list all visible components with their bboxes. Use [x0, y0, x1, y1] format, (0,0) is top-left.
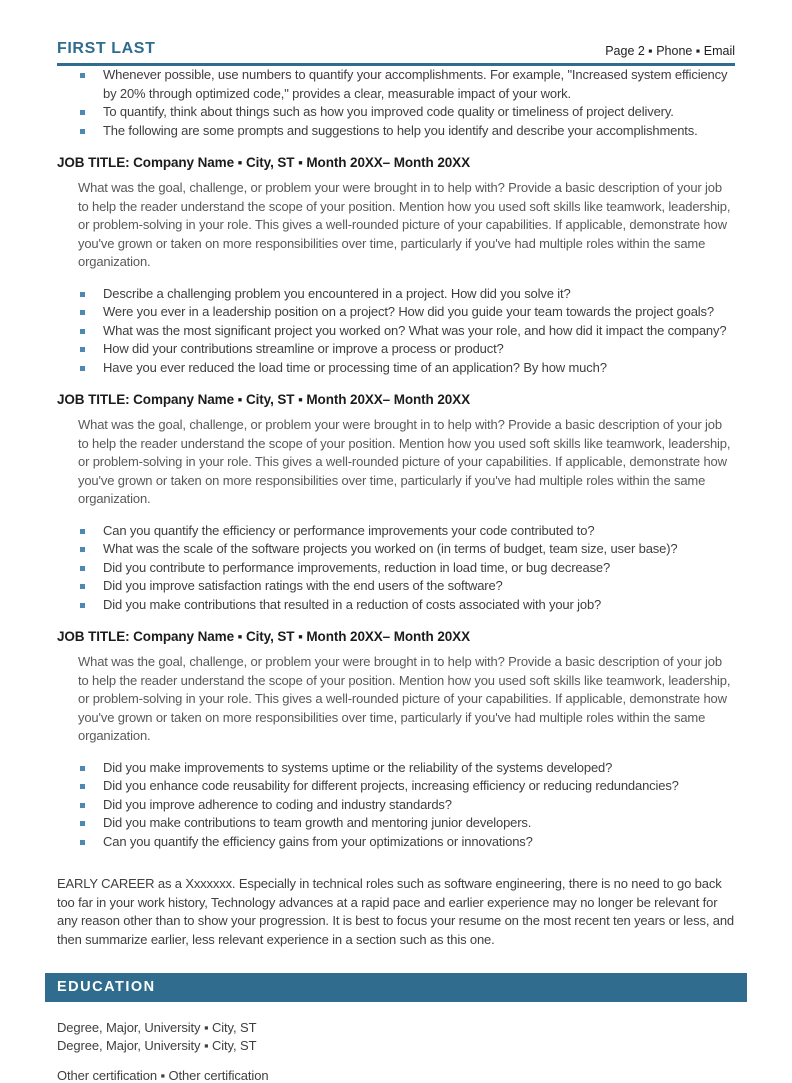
bullet-text: How did your contributions streamline or improve a process or product? [103, 341, 504, 356]
bullet-square-icon [80, 310, 85, 315]
bullet-square-icon [80, 584, 85, 589]
list-item [57, 777, 735, 796]
job-bullet-list [57, 285, 735, 378]
bullet-square-icon [80, 529, 85, 534]
bullet-text: Can you quantify the efficiency or performance improvements your code contributed to? [103, 522, 595, 538]
bullet-square-icon [80, 329, 85, 334]
education-section-heading: EDUCATION [45, 973, 747, 1002]
list-item [57, 322, 735, 341]
job-description: What was the goal, challenge, or problem your were brought in to help with? Provide a basic description of your job to help the reader understand the scope of your position. Mention how you used soft skills like teamwork, leadership, or problem-solving in your role. This gives a well-rounded picture of your capabilities. If applicable, demonstrate how you've grown or taken on more responsibilities over time, particularly if you've had multiple roles within the same organization. [78, 417, 731, 506]
intro-bullet-list [57, 66, 735, 140]
list-item [57, 540, 735, 559]
list-item [57, 66, 735, 103]
job-section-2 [57, 392, 735, 614]
list-item [57, 303, 735, 322]
list-item [57, 359, 735, 378]
job-description: What was the goal, challenge, or problem your were brought in to help with? Provide a basic description of your job to help the reader understand the scope of your position. Mention how you used soft skills like teamwork, leadership, or problem-solving in your role. This gives a well-rounded picture of your capabilities. If applicable, demonstrate how you've grown or taken on more responsibilities over time, particularly if you've had multiple roles within the same organization. [78, 654, 731, 743]
bullet-text: Did you improve adherence to coding and industry standards? [103, 796, 452, 812]
job-section-3 [57, 629, 735, 851]
bullet-text: Did you improve satisfaction ratings with the end users of the software? [103, 578, 503, 593]
bullet-square-icon [80, 840, 85, 845]
list-item [57, 577, 735, 596]
bullet-square-icon [80, 292, 85, 297]
bullet-text: Did you enhance code reusability for different projects, increasing efficiency or reducing redundancies? [103, 778, 679, 793]
bullet-square-icon [80, 803, 85, 808]
bullet-text: Did you contribute to performance improvements, reduction in load time, or bug decrease? [103, 559, 611, 575]
list-item [57, 796, 735, 815]
list-item [57, 814, 735, 833]
job-bullet-list [57, 522, 735, 615]
list-item [57, 103, 735, 122]
job-title: JOB TITLE: Company Name ▪ City, ST ▪ Month 20XX– Month 20XX [57, 155, 470, 170]
bullet-text: Whenever possible, use numbers to quantify your accomplishments. For example, "Increased system efficiency by 20% through optimized code," provides a clear, measurable impact of your work. [103, 67, 728, 101]
bullet-square-icon [80, 73, 85, 78]
bullet-square-icon [80, 129, 85, 134]
bullet-text: The following are some prompts and suggestions to help you identify and describe your accomplishments. [103, 122, 698, 138]
list-item [57, 833, 735, 852]
bullet-text: Have you ever reduced the load time or processing time of an application? By how much? [103, 359, 607, 375]
bullet-text: Did you make contributions that resulted in a reduction of costs associated with your job? [103, 596, 602, 612]
bullet-text: What was the most significant project you worked on? What was your role, and how did it impact the company? [103, 322, 727, 338]
bullet-square-icon [80, 110, 85, 115]
other-certification-line: Other certification ▪ Other certification [57, 1068, 269, 1083]
degree-line: Degree, Major, University ▪ City, ST [57, 1020, 257, 1035]
bullet-square-icon [80, 784, 85, 789]
list-item [57, 340, 735, 359]
early-career-paragraph: EARLY CAREER as a Xxxxxxx. Especially in technical roles such as software engineering, there is no need to go back too far in your work history, Technology advances at a rapid pace and earlier experience may no longer be relevant for any reason other than to show your progression. It is best to focus your resume on the most recent ten years or less, and then summarize earlier, less relevant experience in a section such as this one. [57, 876, 734, 947]
list-item [57, 522, 735, 541]
list-item [57, 596, 735, 615]
bullet-square-icon [80, 566, 85, 571]
bullet-text: Did you make improvements to systems uptime or the reliability of the systems developed? [103, 759, 613, 775]
job-section-1 [57, 155, 735, 377]
list-item [57, 122, 735, 141]
degree-line: Degree, Major, University ▪ City, ST [57, 1038, 257, 1053]
bullet-text: Did you make contributions to team growth and mentoring junior developers. [103, 815, 532, 830]
bullet-square-icon [80, 821, 85, 826]
bullet-square-icon [80, 366, 85, 371]
job-description: What was the goal, challenge, or problem your were brought in to help with? Provide a basic description of your job to help the reader understand the scope of your position. Mention how you used soft skills like teamwork, leadership, or problem-solving in your role. This gives a well-rounded picture of your capabilities. If applicable, demonstrate how you've grown or taken on more responsibilities over time, particularly if you've had multiple roles within the same organization. [78, 180, 731, 269]
list-item [57, 285, 735, 304]
bullet-square-icon [80, 766, 85, 771]
job-bullet-list [57, 759, 735, 852]
list-item [57, 559, 735, 578]
bullet-text: Were you ever in a leadership position on a project? How did you guide your team towards the project goals? [103, 304, 714, 319]
education-degree-list [57, 1019, 735, 1055]
bullet-square-icon [80, 603, 85, 608]
job-title: JOB TITLE: Company Name ▪ City, ST ▪ Month 20XX– Month 20XX [57, 629, 470, 644]
bullet-text: To quantify, think about things such as how you improved code quality or timeliness of project delivery. [103, 104, 674, 119]
job-title: JOB TITLE: Company Name ▪ City, ST ▪ Month 20XX– Month 20XX [57, 392, 470, 407]
bullet-text: What was the scale of the software projects you worked on (in terms of budget, team size, user base)? [103, 541, 678, 556]
candidate-name: FIRST LAST [57, 40, 156, 57]
bullet-text: Can you quantify the efficiency gains from your optimizations or innovations? [103, 833, 533, 849]
header-page-phone-email: Page 2 ▪ Phone ▪ Email [605, 44, 735, 58]
bullet-square-icon [80, 547, 85, 552]
bullet-text: Describe a challenging problem you encountered in a project. How did you solve it? [103, 285, 571, 301]
list-item [57, 759, 735, 778]
page-header [57, 40, 735, 66]
bullet-square-icon [80, 347, 85, 352]
